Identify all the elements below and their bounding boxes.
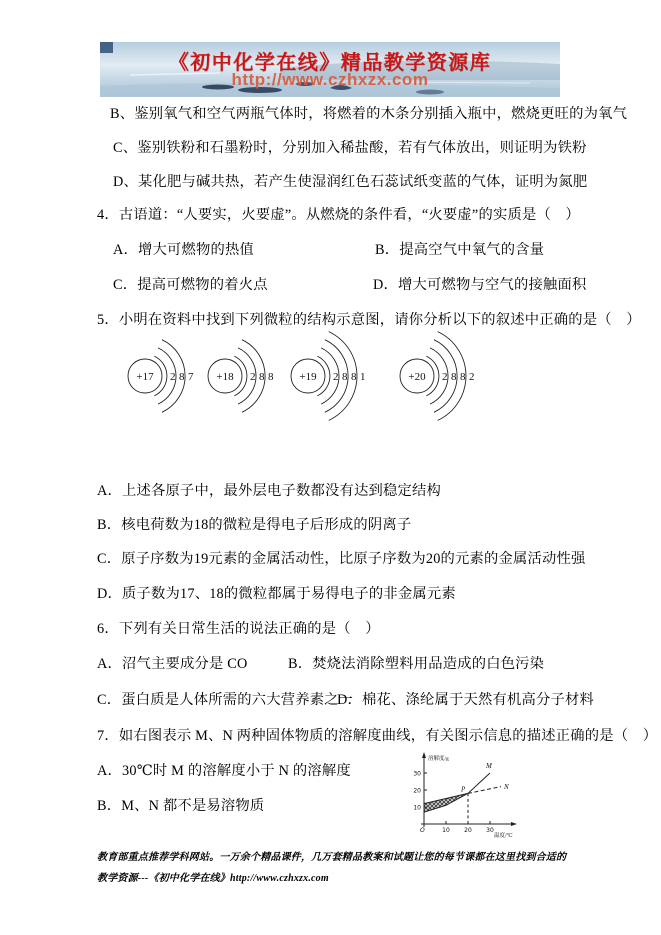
curve-N-dashed xyxy=(468,787,501,794)
svg-text:2: 2 xyxy=(250,371,256,383)
q6-stem: 6．下列有关日常生活的说法正确的是（ ） xyxy=(97,621,380,637)
svg-text:30: 30 xyxy=(413,770,421,778)
q5-option-b: B．核电荷数为18的微粒是得电子后形成的阴离子 xyxy=(97,517,412,533)
q6-option-d: D．棉花、涤纶属于天然有机高分子材料 xyxy=(337,692,594,708)
solubility-chart xyxy=(402,748,532,845)
svg-text:+18: +18 xyxy=(216,371,234,383)
svg-text:8: 8 xyxy=(351,371,357,383)
atom-diagram-17 xyxy=(126,330,199,424)
svg-text:20: 20 xyxy=(413,787,421,795)
y-axis-label: 溶解度/g xyxy=(428,756,449,762)
q7-option-b: B．M、N 都不是易溶物质 xyxy=(97,798,265,814)
svg-text:2: 2 xyxy=(469,371,475,383)
q4-option-d: D．增大可燃物与空气的接触面积 xyxy=(373,277,587,293)
svg-text:7: 7 xyxy=(188,371,194,383)
atom-diagram-19 xyxy=(289,330,371,424)
svg-text:10: 10 xyxy=(442,827,450,834)
svg-text:2: 2 xyxy=(442,371,448,383)
q6-option-a: A．沼气主要成分是 CO xyxy=(97,656,248,672)
footer-line-1: 教育部重点推荐学科网站。一万余个精品课件，几万套精品教案和试题让您的每节课都在这里找到合适的 xyxy=(97,852,567,863)
svg-text:8: 8 xyxy=(179,371,185,383)
svg-text:8: 8 xyxy=(451,371,457,383)
q5-option-c: C．原子序数为19元素的金属活动性，比原子序数为20的元素的金属活动性强 xyxy=(97,551,586,567)
q4-stem: 4．古语道：“人要实，火要虚”。从燃烧的条件看，“火要虚”的实质是（ ） xyxy=(97,207,580,223)
site-banner xyxy=(100,42,560,97)
banner-title: 《初中化学在线》精品教学资源库 xyxy=(168,52,492,74)
q6-option-c: C．蛋白质是人体所需的六大营养素之一 xyxy=(97,692,354,708)
q3-option-d: D、某化肥与碱共热，若产生使湿润红色石蕊试纸变蓝的气体，证明为氮肥 xyxy=(113,174,588,190)
svg-text:O: O xyxy=(420,827,425,834)
solubility-chart-svg xyxy=(402,748,532,840)
q5-option-a: A．上述各原子中，最外层电子数都没有达到稳定结构 xyxy=(97,483,441,499)
q3-option-c: C、鉴别铁粉和石墨粉时，分别加入稀盐酸，若有气体放出，则证明为铁粉 xyxy=(113,140,587,156)
label-P: P xyxy=(461,785,466,794)
q4-option-c: C．提高可燃物的着火点 xyxy=(113,277,268,293)
svg-text:1: 1 xyxy=(360,371,366,383)
svg-text:8: 8 xyxy=(259,371,265,383)
banner-url: http://www.czhxzx.com xyxy=(231,70,429,89)
q6-option-b: B．焚烧法消除塑料用品造成的白色污染 xyxy=(288,656,545,672)
label-N: N xyxy=(504,783,509,791)
q4-option-a: A．增大可燃物的热值 xyxy=(113,242,254,258)
svg-text:8: 8 xyxy=(342,371,348,383)
svg-text:30: 30 xyxy=(486,827,494,834)
svg-text:+20: +20 xyxy=(408,371,426,383)
atom-diagrams xyxy=(126,330,480,424)
q4-option-b: B．提高空气中氧气的含量 xyxy=(375,242,545,258)
q5-stem: 5．小明在资料中找到下列微粒的结构示意图，请你分析以下的叙述中正确的是（ ） xyxy=(97,312,641,328)
q7-stem: 7．如右图表示 M、N 两种固体物质的溶解度曲线，有关图示信息的描述正确的是（ ） xyxy=(97,728,658,744)
q7-option-a: A．30℃时 M 的溶解度小于 N 的溶解度 xyxy=(97,763,351,779)
atom-diagram-20 xyxy=(398,330,480,424)
q5-option-d: D．质子数为17、18的微粒都属于易得电子的非金属元素 xyxy=(97,586,456,602)
footer-line-2: 教学资源---《初中化学在线》http://www.czhxzx.com xyxy=(97,873,329,884)
svg-text:20: 20 xyxy=(464,827,472,834)
svg-text:10: 10 xyxy=(413,804,421,812)
svg-text:8: 8 xyxy=(460,371,466,383)
svg-text:2: 2 xyxy=(170,371,176,383)
svg-text:+17: +17 xyxy=(136,371,154,383)
atom-diagram-18 xyxy=(206,330,279,424)
svg-text:+19: +19 xyxy=(299,371,317,383)
shaded-region xyxy=(424,793,468,812)
svg-text:2: 2 xyxy=(333,371,339,383)
q3-option-b: B、鉴别氧气和空气两瓶气体时，将燃着的木条分别插入瓶中，燃烧更旺的为氧气 xyxy=(110,106,628,122)
label-M: M xyxy=(486,762,492,770)
x-axis-label: 温度/℃ xyxy=(494,833,513,839)
svg-text:8: 8 xyxy=(268,371,274,383)
